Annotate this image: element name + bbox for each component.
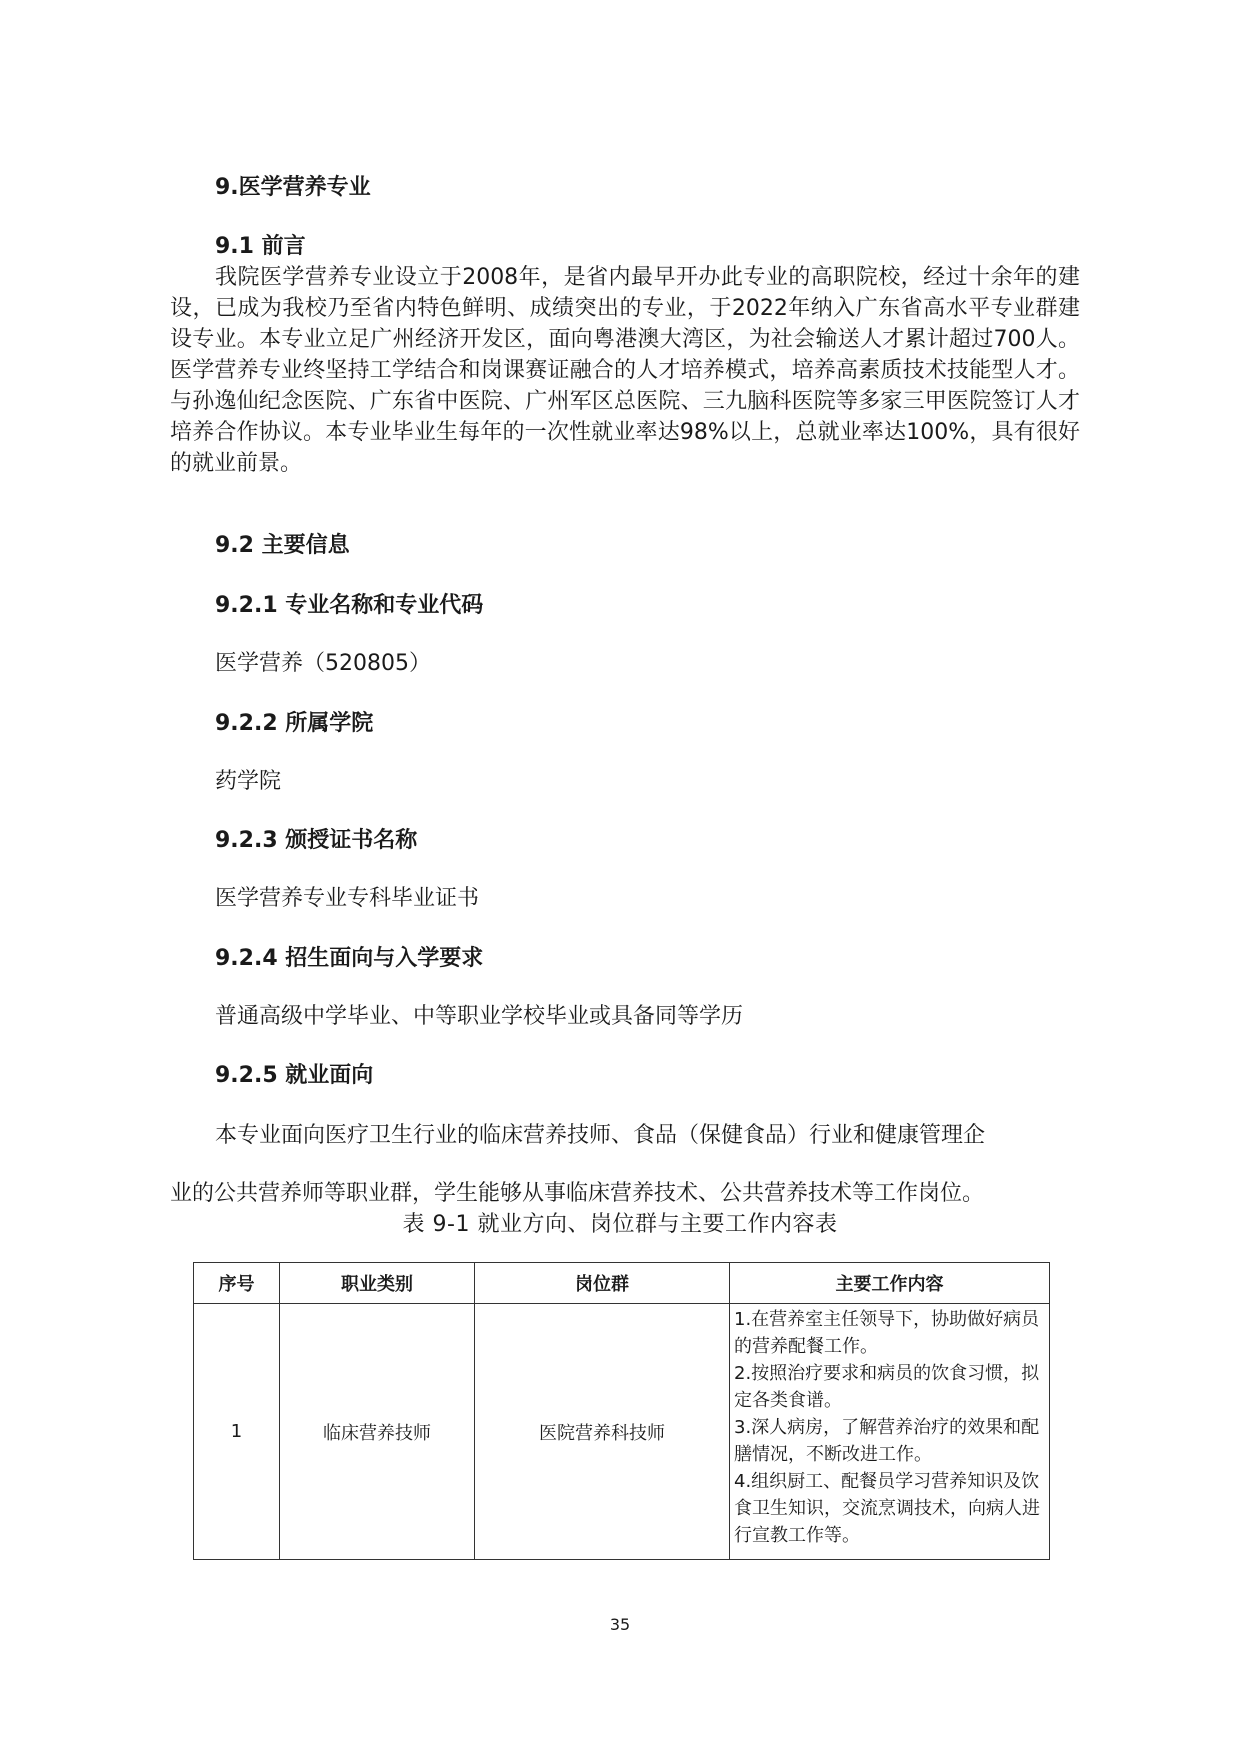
intro-heading: 9.1 前言: [215, 234, 306, 259]
main-info-heading: 9.2 主要信息: [215, 533, 350, 558]
header-content: 主要工作内容: [730, 1263, 1050, 1304]
cell-category: 临床营养技师: [280, 1304, 475, 1560]
content-item-1: 1.在营养室主任领导下，协助做好病员的营养配餐工作。: [734, 1309, 1040, 1357]
college-text: 药学院: [215, 769, 282, 794]
intro-paragraph-box: [170, 262, 1080, 479]
cell-group: 医院营养科技师: [475, 1304, 730, 1560]
header-group: 岗位群: [475, 1263, 730, 1304]
employment-heading: 9.2.5 就业面向: [215, 1063, 374, 1088]
admission-text: 普通高级中学毕业、中等职业学校毕业或具备同等学历: [215, 1004, 744, 1029]
certificate-text: 医学营养专业专科毕业证书: [215, 886, 480, 911]
major-heading: 9.2.1 专业名称和专业代码: [215, 593, 484, 618]
table-header-row: [194, 1263, 1050, 1304]
employment-line-1: 本专业面向医疗卫生行业的临床营养技师、食品（保健食品）行业和健康管理企: [215, 1123, 986, 1148]
cell-no: 1: [194, 1304, 280, 1560]
cell-content: [730, 1304, 1050, 1560]
admission-heading: 9.2.4 招生面向与入学要求: [215, 946, 484, 971]
content-item-3: 3.深人病房，了解营养治疗的效果和配膳情况，不断改进工作。: [734, 1417, 1040, 1465]
intro-paragraph: 我院医学营养专业设立于2008年，是省内最早开办此专业的高职院校，经过十余年的建设，已成为我校乃至省内特色鲜明、成绩突出的专业，于2022年纳入广东省高水平专业群建设专业。本专业立足广州经济开发区，面向粤港澳大湾区，为社会输送人才累计超过700人。医学营养专业终坚持工学结合和岗课赛证融合的人才培养模式，培养高素质技术技能型人才。与孙逸仙纪念医院、广东省中医院、广州军区总医院、三九脑科医院等多家三甲医院签订人才培养合作协议。本专业毕业生每年的一次性就业率达98%以上，总就业率达100%，具有很好的就业前景。: [170, 265, 1080, 476]
header-no: 序号: [194, 1263, 280, 1304]
section-title: 9.医学营养专业: [215, 175, 371, 200]
major-text: 医学营养（520805）: [215, 651, 431, 676]
content-item-4: 4.组织厨工、配餐员学习营养知识及饮食卫生知识，交流烹调技术，向病人进行宣教工作等。: [734, 1471, 1040, 1546]
employment-line-2: 业的公共营养师等职业群，学生能够从事临床营养技术、公共营养技术等工作岗位。: [170, 1181, 985, 1206]
job-table: [193, 1262, 1050, 1560]
header-category: 职业类别: [280, 1263, 475, 1304]
college-heading: 9.2.2 所属学院: [215, 711, 374, 736]
content-item-2: 2.按照治疗要求和病员的饮食习惯，拟定各类食谱。: [734, 1363, 1040, 1411]
page-number: 35: [609, 1615, 631, 1634]
table-row: [194, 1304, 1050, 1560]
table-caption: 表 9-1 就业方向、岗位群与主要工作内容表: [402, 1212, 838, 1237]
certificate-heading: 9.2.3 颁授证书名称: [215, 828, 418, 853]
